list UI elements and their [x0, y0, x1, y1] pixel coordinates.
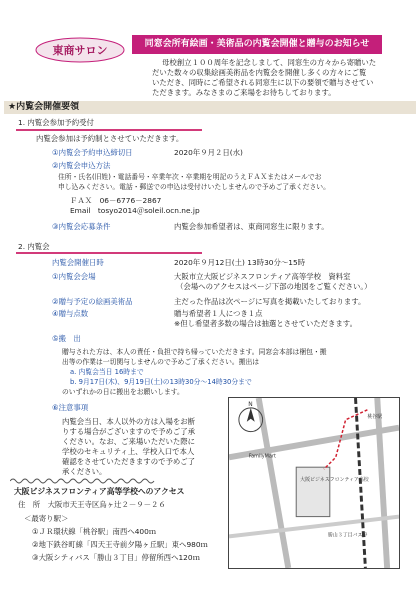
s1-email[interactable]: Email tosyo2014＠soleil.ocn.ne.jp: [70, 206, 200, 215]
s1-deadline-value: 2020年９月２日(水): [174, 148, 243, 157]
s2-notes-line-1: 内覧会当日、本人以外の方は入場をお断: [62, 417, 196, 426]
access-map: [228, 397, 400, 569]
access-station-2: ②地下鉄谷町線「四天王寺前夕陽ヶ丘駅」東へ980ｍ: [32, 540, 208, 549]
s2-venue-label: ①内覧会会場: [52, 272, 96, 281]
s1-line1: 内覧会参加は予約制とさせていただきます。: [36, 134, 184, 143]
s2-points-line-2: ※但し希望者多数の場合は抽選とさせていただきます。: [174, 319, 357, 328]
s2-notes-line-5: 確認をさせていただきますので予めご了: [62, 457, 196, 466]
wavy-divider: [10, 476, 158, 486]
title-banner: 同窓会所有絵画・美術品の内覧会開催と贈与のお知らせ: [132, 35, 382, 54]
salon-logo: [34, 34, 144, 64]
access-title: 大阪ビジネスフロンティア高等学校へのアクセス: [14, 487, 185, 496]
s1-title: 1. 内覧会参加予約受付: [18, 118, 94, 127]
s2-notes-line-3: ください。なお、ご来場いただいた際に: [62, 437, 196, 446]
s2-carry-a: a. 内覧会当日 16時まで: [70, 368, 144, 376]
intro-line-4: ただきます。みなさまのご来場をお待ちしております。: [152, 88, 336, 97]
s2-venue-line-2: （会場へのアクセスはページ下部の地図をご覧ください。）: [176, 282, 372, 291]
s2-venue-line-1: 大阪市立大阪ビジネスフロンティア高等学校 資料室: [174, 272, 351, 281]
logo-text: 東商サロン: [52, 44, 108, 57]
s1-method-line-2: 申し込みください。電話・郵送での申込は受付けいたしませんので予めご了承ください。: [58, 183, 330, 191]
s1-deadline-label: ①内覧会予約申込締切日: [52, 148, 133, 157]
s2-carry-after: のいずれかの日に搬出をお願いします。: [62, 388, 184, 396]
s2-title: 2. 内覧会: [18, 242, 50, 251]
s2-gift-label: ②贈与予定の絵画美術品: [52, 297, 133, 306]
s2-carry-line-2: 出等の作業は一切関与しませんので予めご了承ください。搬出は: [62, 358, 260, 366]
intro-line-2: だいた数々の収集絵画美術品を内覧会を開催し多くの方々にご覧: [152, 68, 367, 77]
s2-carry-line-1: 贈与された方は、本人の責任・負担で持ち帰っていただきます。同窓会本部は梱包・搬: [62, 348, 327, 356]
s2-notes-label: ⑥注意事項: [52, 403, 89, 412]
svg-text:N: N: [248, 400, 253, 408]
s2-date-value: 2020年９月12日(土) 13時30分～15時: [174, 258, 306, 267]
s2-underline: [16, 252, 202, 254]
s1-cond-label: ③内覧会応募条件: [52, 222, 111, 231]
s2-carry-label: ⑤搬 出: [52, 334, 81, 343]
map-bus-label: 勝山３丁目バス停: [327, 532, 368, 539]
s1-method-line-1: 住所・氏名(旧姓)・電話番号・卒業年次・卒業期を明記のうえＦＡＸまたはメールでお: [58, 173, 322, 181]
s2-carry-b: b. 9月17日(木)、9月19日(土)の13時30分～14時30分まで: [70, 378, 252, 386]
map-familymart-label: FamilyMart: [248, 453, 276, 460]
section-header: ★内覧会開催要領: [4, 101, 416, 114]
s2-notes-line-4: 学校のセキュリティ上、学校入口で本人: [62, 447, 195, 456]
s2-notes-line-6: 承ください。: [62, 467, 107, 476]
school-building: [296, 467, 330, 516]
s2-date-label: 内覧会開催日時: [52, 258, 104, 267]
access-address: 住 所 大阪市天王寺区烏ヶ辻２－９－２６: [18, 500, 166, 509]
intro-line-1: 母校創立１００周年を記念しまして、同窓生の方々から寄贈いた: [162, 58, 377, 67]
s2-gift-value: 主だった作品は次ページに写真を掲載いたしております。: [174, 297, 366, 306]
access-nearest: ＜最寄り駅＞: [24, 514, 69, 523]
s2-notes-line-2: りする場合がございますので予めご了承: [62, 427, 196, 436]
s1-cond-value: 内覧会参加希望者は、東商同窓生に限ります。: [174, 222, 329, 231]
map-momodani-label: 桃谷駅: [367, 413, 383, 420]
intro-line-3: いただき、同時にご希望される同窓生に以下の要領で贈与させてい: [152, 78, 374, 87]
access-station-1: ①ＪＲ環状線「桃谷駅」南西へ400ｍ: [32, 527, 157, 536]
s1-underline: [16, 129, 202, 131]
s1-method-label: ②内覧会申込方法: [52, 161, 111, 170]
s2-points-label: ④贈与点数: [52, 309, 89, 318]
map-school-label: 大阪ビジネスフロンティア高校: [300, 477, 369, 484]
s1-fax: ＦＡＸ 06－6776－2867: [70, 196, 162, 205]
access-station-3: ③大阪シティバス「勝山３丁目」停留所西へ120ｍ: [32, 553, 200, 562]
s2-points-line-1: 贈与希望者１人につき１点: [174, 309, 263, 318]
